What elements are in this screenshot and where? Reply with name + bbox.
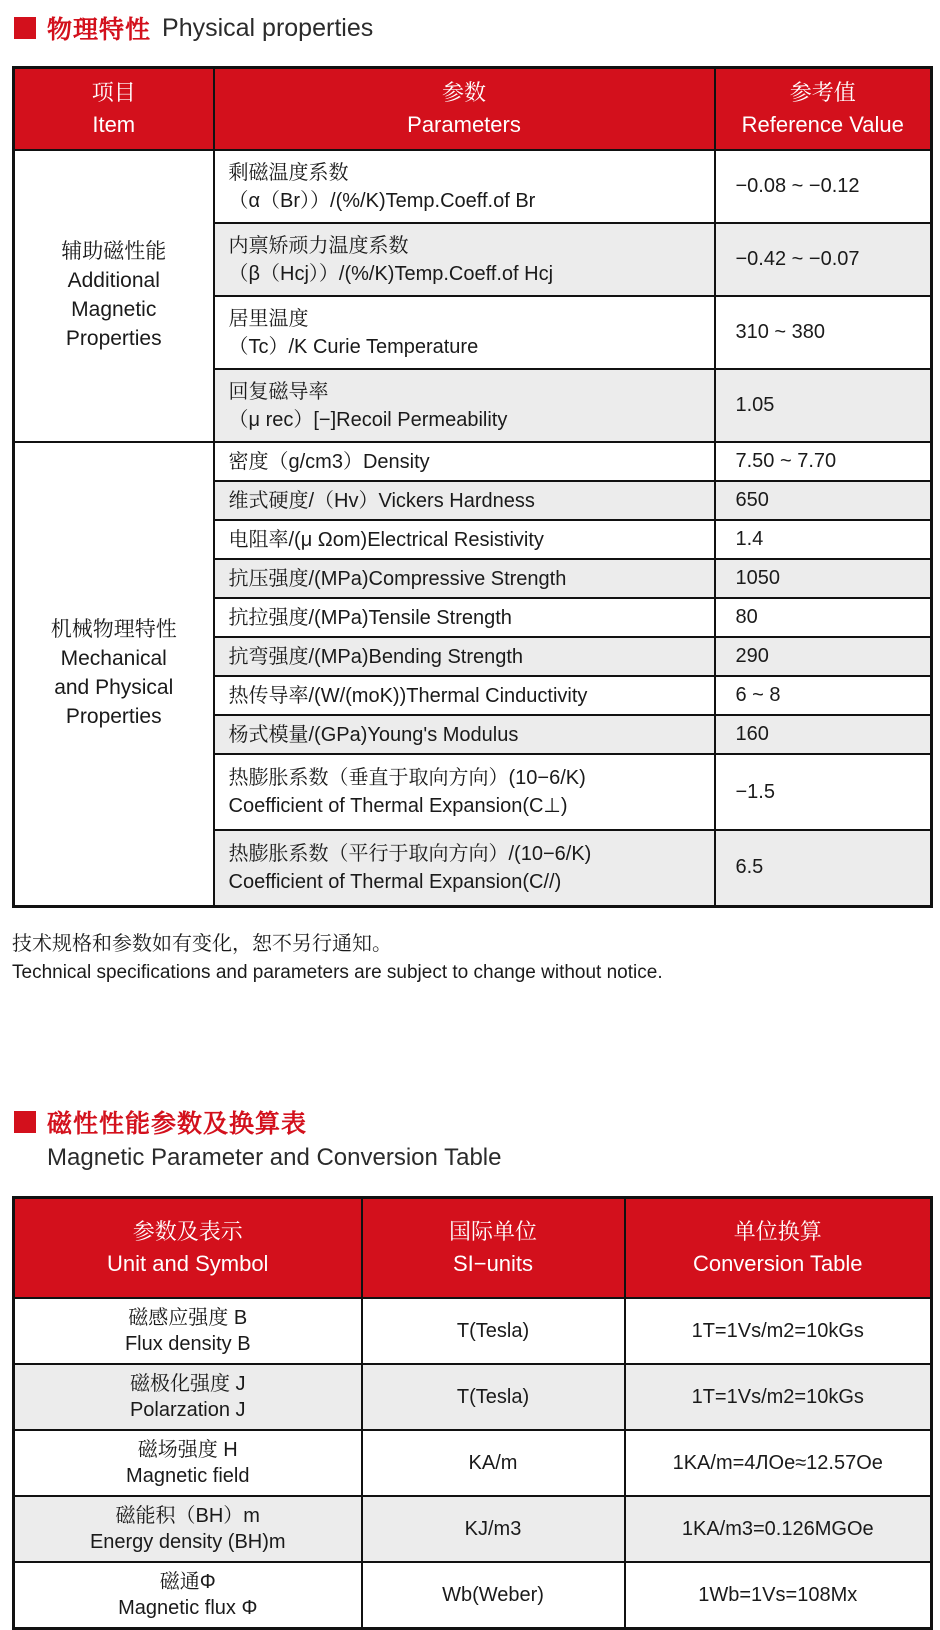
quantity-cell: [14, 1562, 362, 1629]
header-line-en: Reference Value: [741, 112, 904, 137]
red-square-bullet-icon: [14, 17, 36, 39]
table1-header-item: [14, 68, 214, 151]
quantity-zh: 磁能积（BH）m: [115, 1505, 260, 1528]
section2-title-zh: 磁性性能参数及换算表: [47, 1110, 308, 1139]
parameter-line: 回复磁导率: [228, 380, 329, 403]
parameter-line: 抗压强度/(MPa)Compressive Strength: [228, 567, 567, 590]
parameter-cell: [214, 598, 715, 637]
group-label-line: Properties: [65, 704, 162, 728]
parameter-cell: [214, 637, 715, 676]
header-line-en: Item: [92, 112, 136, 137]
parameter-cell: [214, 715, 715, 754]
quantity-en: Polarzation J: [129, 1399, 246, 1422]
si-unit-cell: Wb(Weber): [362, 1562, 625, 1629]
parameter-cell: [214, 150, 715, 223]
reference-value-cell: 310 ~ 380: [715, 296, 932, 369]
footnote-zh: 技术规格和参数如有变化，恕不另行通知。: [12, 932, 392, 955]
header-line-zh: 参数: [441, 80, 486, 106]
conversion-cell: 1T=1Vs/m2=10kGs: [625, 1298, 932, 1364]
magnetic-conversion-table: [12, 1196, 933, 1630]
group-label-line: Mechanical: [60, 646, 167, 670]
table-row: [14, 150, 932, 223]
parameter-line: （α（Br））/(%/K)Temp.Coeff.of Br: [228, 189, 536, 212]
reference-value-cell: 6.5: [715, 830, 932, 906]
table1-header-reference-value: [715, 68, 932, 151]
reference-value-cell: 80: [715, 598, 932, 637]
parameter-cell: [214, 559, 715, 598]
parameter-line: 电阻率/(μ Ωom)Electrical Resistivity: [228, 528, 544, 551]
parameter-line: 维式硬度/（Hv）Vickers Hardness: [228, 489, 535, 512]
group-label-line: 辅助磁性能: [61, 240, 167, 264]
parameter-line: （β（Hcj））/(%/K)Temp.Coeff.of Hcj: [228, 262, 554, 285]
group-label-line: 机械物理特性: [50, 617, 177, 641]
header-line-en: Conversion Table: [692, 1251, 863, 1277]
si-unit-cell: KA/m: [362, 1430, 625, 1496]
table2-header-row: [14, 1198, 932, 1299]
table-row: [14, 1298, 932, 1364]
header-line-zh: 参数及表示: [132, 1219, 243, 1245]
si-unit-cell: T(Tesla): [362, 1298, 625, 1364]
table1-header-parameters: [214, 68, 715, 151]
red-square-bullet-icon: [14, 1111, 36, 1133]
group-label-line: Additional: [67, 269, 160, 293]
conversion-cell: 1T=1Vs/m2=10kGs: [625, 1364, 932, 1430]
table2-header-conversion-table: [625, 1198, 932, 1299]
parameter-cell: [214, 830, 715, 906]
quantity-cell: [14, 1298, 362, 1364]
header-line-zh: 单位换算: [733, 1219, 822, 1245]
si-unit-cell: KJ/m3: [362, 1496, 625, 1562]
group-label-additional-magnetic-properties: [14, 150, 214, 442]
parameter-line: 剩磁温度系数: [228, 161, 349, 184]
parameter-cell: [214, 481, 715, 520]
reference-value-cell: 1.4: [715, 520, 932, 559]
parameter-line: Coefficient of Thermal Expansion(C//): [228, 870, 562, 893]
parameter-line: 密度（g/cm3）Density: [228, 450, 430, 473]
table-row: [14, 1364, 932, 1430]
section1-title-en: Physical properties: [162, 13, 374, 42]
parameter-cell: [214, 369, 715, 442]
parameter-line: 居里温度: [228, 307, 309, 330]
table-row: [14, 1562, 932, 1629]
quantity-cell: [14, 1430, 362, 1496]
quantity-zh: 磁通Φ: [159, 1571, 216, 1594]
reference-value-cell: 6 ~ 8: [715, 676, 932, 715]
parameter-cell: [214, 520, 715, 559]
table2-header-si-units: [362, 1198, 625, 1299]
table-row: [14, 442, 932, 481]
footnote-en: Technical specifications and parameters are subject to change without notice.: [12, 961, 663, 983]
conversion-cell: 1KA/m3=0.126MGOe: [625, 1496, 932, 1562]
parameter-cell: [214, 223, 715, 296]
group-label-mechanical-physical-properties: [14, 442, 214, 906]
parameter-cell: [214, 442, 715, 481]
reference-value-cell: −1.5: [715, 754, 932, 830]
table2-header-unit-and-symbol: [14, 1198, 362, 1299]
section2-title-en: Magnetic Parameter and Conversion Table: [47, 1144, 502, 1172]
group-label-line: and Physical: [54, 675, 174, 699]
header-line-zh: 国际单位: [448, 1219, 537, 1245]
section1-title-zh: 物理特性: [47, 16, 152, 44]
quantity-cell: [14, 1496, 362, 1562]
reference-value-cell: −0.42 ~ −0.07: [715, 223, 932, 296]
quantity-zh: 磁场强度 H: [137, 1439, 238, 1462]
parameter-line: 内禀矫顽力温度系数: [228, 234, 409, 257]
quantity-zh: 磁感应强度 B: [128, 1307, 248, 1330]
header-line-en: SI−units: [452, 1251, 534, 1277]
parameter-line: 热传导率/(W/(moK))Thermal Cinductivity: [228, 684, 588, 707]
reference-value-cell: 650: [715, 481, 932, 520]
header-line-zh: 项目: [91, 80, 136, 106]
quantity-cell: [14, 1364, 362, 1430]
reference-value-cell: 7.50 ~ 7.70: [715, 442, 932, 481]
parameter-line: 抗拉强度/(MPa)Tensile Strength: [228, 606, 512, 629]
parameter-line: 杨式模量/(GPa)Young's Modulus: [228, 723, 519, 746]
group-label-line: Properties: [65, 326, 162, 350]
physical-properties-table: [12, 66, 933, 908]
quantity-en: Energy density (BH)m: [89, 1531, 286, 1554]
parameter-line: 热膨胀系数（垂直于取向方向）(10−6/K): [228, 767, 586, 789]
reference-value-cell: 290: [715, 637, 932, 676]
reference-value-cell: −0.08 ~ −0.12: [715, 150, 932, 223]
table1-header-row: [14, 68, 932, 151]
table-row: [14, 1430, 932, 1496]
header-line-en: Parameters: [407, 112, 521, 137]
group-label-line: Magnetic: [71, 298, 157, 321]
parameter-cell: [214, 754, 715, 830]
quantity-en: Flux density B: [124, 1333, 251, 1356]
footnote: [12, 930, 940, 987]
parameter-cell: [214, 296, 715, 369]
reference-value-cell: 160: [715, 715, 932, 754]
parameter-line: Coefficient of Thermal Expansion(C⊥): [228, 795, 568, 817]
section2-header: [0, 1104, 940, 1172]
parameter-cell: [214, 676, 715, 715]
reference-value-cell: 1050: [715, 559, 932, 598]
parameter-line: （Tc）/K Curie Temperature: [228, 335, 479, 358]
quantity-en: Magnetic field: [126, 1465, 250, 1488]
quantity-zh: 磁极化强度 J: [129, 1373, 246, 1396]
header-line-zh: 参考值: [789, 80, 856, 106]
parameter-line: （μ rec）[−]Recoil Permeability: [228, 408, 508, 431]
header-line-en: Unit and Symbol: [107, 1251, 269, 1277]
reference-value-cell: 1.05: [715, 369, 932, 442]
parameter-line: 热膨胀系数（平行于取向方向）/(10−6/K): [228, 842, 592, 865]
si-unit-cell: T(Tesla): [362, 1364, 625, 1430]
quantity-en: Magnetic flux Φ: [118, 1597, 258, 1620]
conversion-cell: 1KA/m=4ЛOe≈12.57Oe: [625, 1430, 932, 1496]
table-row: [14, 1496, 932, 1562]
conversion-cell: 1Wb=1Vs=108Mx: [625, 1562, 932, 1629]
section1-header: [14, 10, 940, 46]
parameter-line: 抗弯强度/(MPa)Bending Strength: [228, 645, 524, 668]
